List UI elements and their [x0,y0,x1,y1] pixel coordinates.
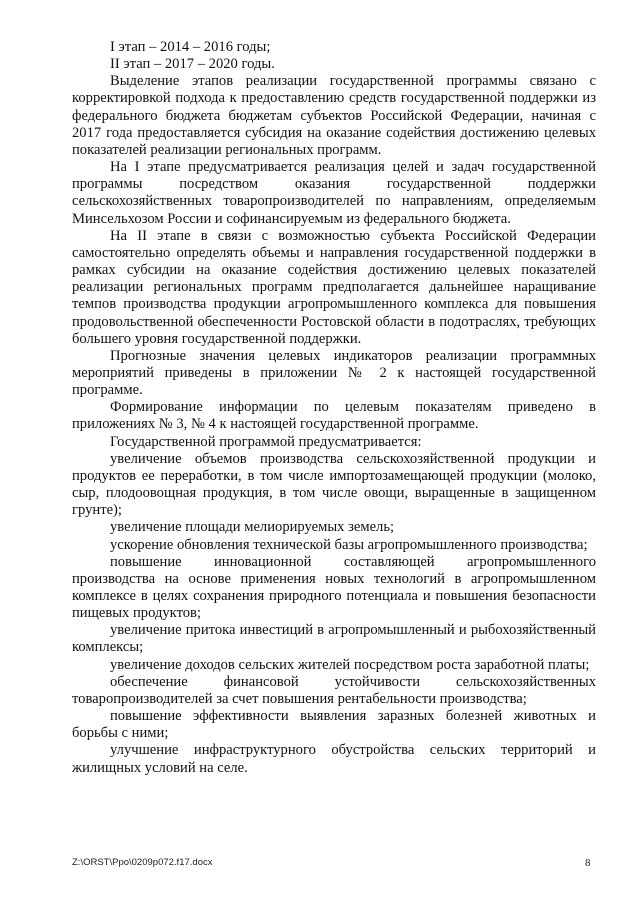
document-body [72,39,596,777]
list-item: улучшение инфраструктурного обустройства сельских территорий и жилищных условий на селе. [72,742,596,776]
list-item: повышение эффективности выявления заразных болезней животных и борьбы с ними; [72,708,596,742]
page-number: 8 [585,857,591,869]
stage-2-line: II этап – 2017 – 2020 годы. [110,56,275,73]
footer-file-path: Z:\ORST\Ppo\0209p072.f17.docx [72,857,213,868]
list-item: увеличение объемов производства сельскохозяйственной продукции и продуктов ее переработки, в том числе импортозамещающей продукции (молоко, сыр, плодоовощная продукция, в том числе овощи, выращенные в защищенном грунте); [72,450,596,519]
list-item: повышение инновационной составляющей агропромышленного производства на основе применения новых технологий в агропромышленном комплексе в целях сохранения природного потенциала и повышения безопасности пищевых продуктов; [72,553,596,622]
list-intro: Государственной программой предусматривается: [110,433,422,450]
list-item: увеличение притока инвестиций в агропромышленный и рыбохозяйственный комплексы; [72,622,596,656]
list-item: ускорение обновления технической базы агропромышленного производства; [110,536,588,553]
list-item: обеспечение финансовой устойчивости сельскохозяйственных товаропроизводителей за счет повышения рентабельности производства; [72,673,596,707]
paragraph: Прогнозные значения целевых индикаторов реализации программных мероприятий приведены в приложении № 2 к настоящей государственной программе. [72,347,596,399]
paragraph: Выделение этапов реализации государственной программы связано с корректировкой подхода к предоставлению средств государственной поддержки из федерального бюджета бюджетам субъектов Российской Федерации, начиная с 2017 года предоставляется субсидия на оказание содействия достижению целевых показателей реализации региональных программ. [72,73,596,158]
stage-1-line: I этап – 2014 – 2016 годы; [110,39,271,55]
list-item: увеличение доходов сельских жителей посредством роста заработной платы; [110,656,590,673]
paragraph: На I этапе предусматривается реализация целей и задач государственной программы посредством оказания государственной поддержки сельскохозяйственных товаропроизводителей по направлениям, определяемым Минсельхозом России и софинансируемым из федерального бюджета. [72,159,596,227]
list-item: увеличение площади мелиорируемых земель; [110,519,395,536]
paragraph: Формирование информации по целевым показателям приведено в приложениях № 3, № 4 к настоящей государственной программе. [72,399,596,433]
paragraph: На II этапе в связи с возможностью субъекта Российской Федерации самостоятельно определять объемы и направления государственной поддержки в рамках субсидии на оказание содействия достижению целевых показателей реализации региональных программ предполагается дальнейшее наращивание темпов производства продукции агропромышленного комплекса для повышения продовольственной обеспеченности Ростовской области в подотраслях, требующих большего уровня государственной поддержки. [72,227,596,347]
